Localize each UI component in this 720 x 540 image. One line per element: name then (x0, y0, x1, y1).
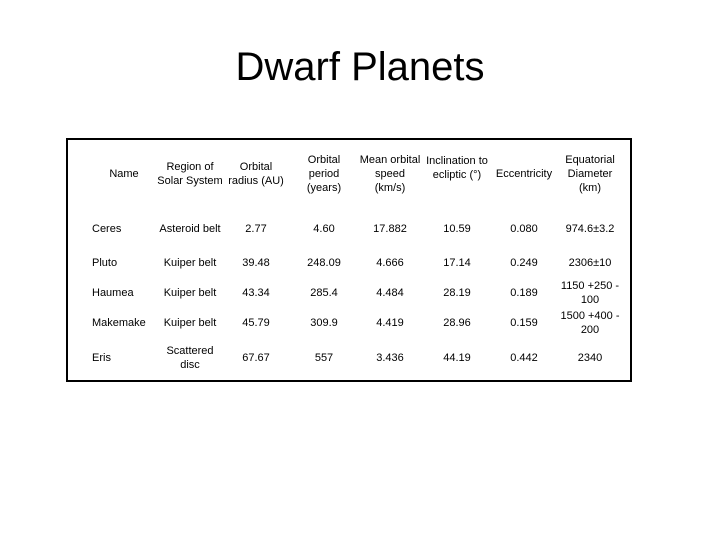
header-region: Region of Solar System (157, 161, 223, 187)
header-eccentricity: Eccentricity (495, 168, 553, 180)
cell-radius: 45.79 (242, 317, 270, 329)
cell-speed: 4.666 (376, 257, 404, 269)
cell-speed: 4.419 (376, 317, 404, 329)
cell-eccentricity: 0.249 (510, 257, 538, 269)
cell-inclination: 10.59 (443, 223, 471, 235)
cell-eccentricity: 0.189 (510, 287, 538, 299)
cell-name: Haumea (92, 287, 134, 299)
header-speed: Mean orbital speed (km/s) (359, 154, 421, 194)
cell-period: 4.60 (313, 223, 335, 235)
cell-radius: 67.67 (242, 352, 270, 364)
cell-period: 309.9 (310, 317, 338, 329)
cell-diameter: 1150 +250 - 100 (560, 280, 620, 306)
header-diameter: Equatorial Diameter (km) (565, 154, 615, 194)
cell-speed: 4.484 (376, 287, 404, 299)
cell-inclination: 28.96 (443, 317, 471, 329)
cell-period: 248.09 (307, 257, 341, 269)
cell-eccentricity: 0.442 (510, 352, 538, 364)
cell-name: Makemake (92, 317, 146, 329)
cell-radius: 43.34 (242, 287, 270, 299)
cell-region: Kuiper belt (163, 257, 217, 269)
cell-radius: 39.48 (242, 257, 270, 269)
cell-diameter: 2340 (577, 352, 603, 364)
cell-diameter: 2306±10 (568, 257, 612, 269)
cell-diameter: 974.6±3.2 (565, 223, 615, 235)
cell-eccentricity: 0.080 (510, 223, 538, 235)
header-inclination: Inclination to ecliptic (°) (426, 155, 488, 181)
header-name: Name (109, 168, 139, 180)
cell-period: 285.4 (310, 287, 338, 299)
cell-speed: 17.882 (373, 223, 407, 235)
cell-region: Scattered disc (166, 345, 214, 371)
cell-inclination: 28.19 (443, 287, 471, 299)
cell-region: Kuiper belt (163, 287, 217, 299)
cell-inclination: 17.14 (443, 257, 471, 269)
cell-name: Eris (92, 352, 111, 364)
cell-radius: 2.77 (245, 223, 267, 235)
cell-name: Ceres (92, 223, 122, 235)
cell-speed: 3.436 (376, 352, 404, 364)
header-radius: Orbital radius (AU) (228, 161, 284, 187)
cell-inclination: 44.19 (443, 352, 471, 364)
header-period: Orbital period (years) (306, 154, 342, 194)
cell-period: 557 (314, 352, 334, 364)
cell-diameter: 1500 +400 - 200 (560, 310, 620, 336)
cell-region: Asteroid belt (159, 223, 221, 235)
cell-eccentricity: 0.159 (510, 317, 538, 329)
cell-name: Pluto (92, 257, 118, 269)
page-title: Dwarf Planets (235, 45, 485, 89)
cell-region: Kuiper belt (163, 317, 217, 329)
